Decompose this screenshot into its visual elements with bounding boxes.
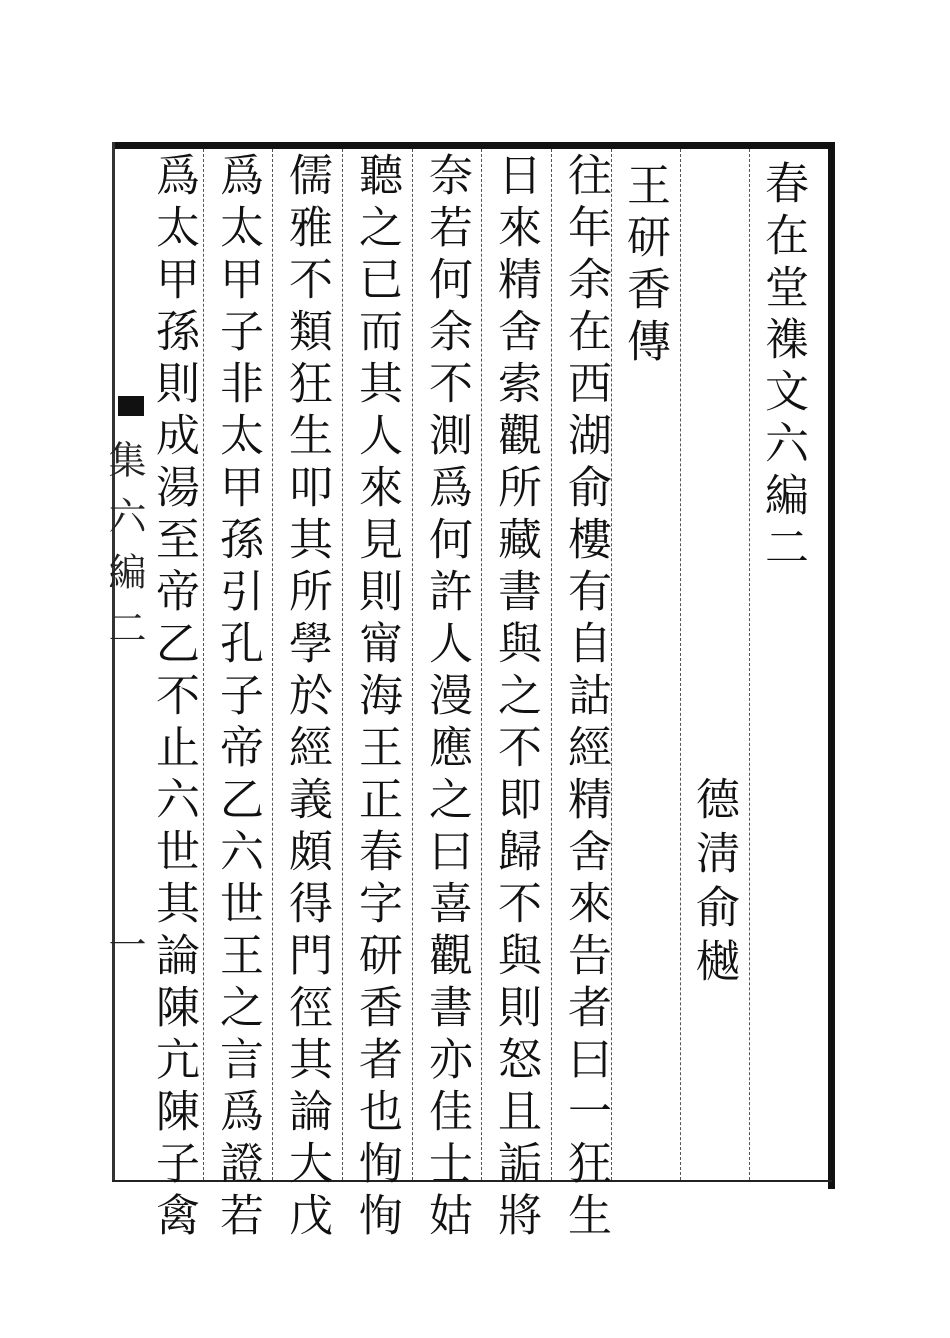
column-rule — [412, 149, 414, 1180]
column-rule — [551, 149, 553, 1180]
leaf-number: 一 — [102, 925, 146, 981]
text-column: 爲太甲子非太甲孫引孔子帝乙六世王之言爲證若 — [212, 152, 263, 1244]
column-rule — [481, 149, 483, 1180]
column-rule — [342, 149, 344, 1180]
column-rule — [203, 149, 205, 1180]
author-line: 德淸俞樾 — [688, 776, 739, 992]
text-column: 往年余在西湖俞樓有自詁經精舍來告者曰一狂生 — [560, 152, 611, 1244]
text-column: 儒雅不類狂生叩其所學於經義頗得門徑其論大戊 — [281, 152, 332, 1244]
column-rule — [749, 149, 751, 1180]
book-title: 春在堂襍文六編二 — [757, 160, 808, 576]
text-column: 奈若何余不測爲何許人漫應之曰喜觀書亦佳士姑 — [421, 152, 472, 1244]
column-rule — [272, 149, 274, 1180]
text-column: 日來精舍索觀所藏書與之不即歸不與則怒且詬將 — [490, 152, 541, 1244]
text-column: 聽之已而其人來見則甯海王正春字研香者也恂恂 — [351, 152, 402, 1244]
margin-label: 集六編二 — [102, 440, 146, 664]
margin-fishtail-mark — [118, 396, 144, 416]
text-column: 爲太甲孫則成湯至帝乙不止六世其論陳亢陳子禽 — [148, 152, 199, 1244]
essay-title: 王研香傳 — [619, 162, 670, 370]
column-rule — [680, 149, 682, 1180]
